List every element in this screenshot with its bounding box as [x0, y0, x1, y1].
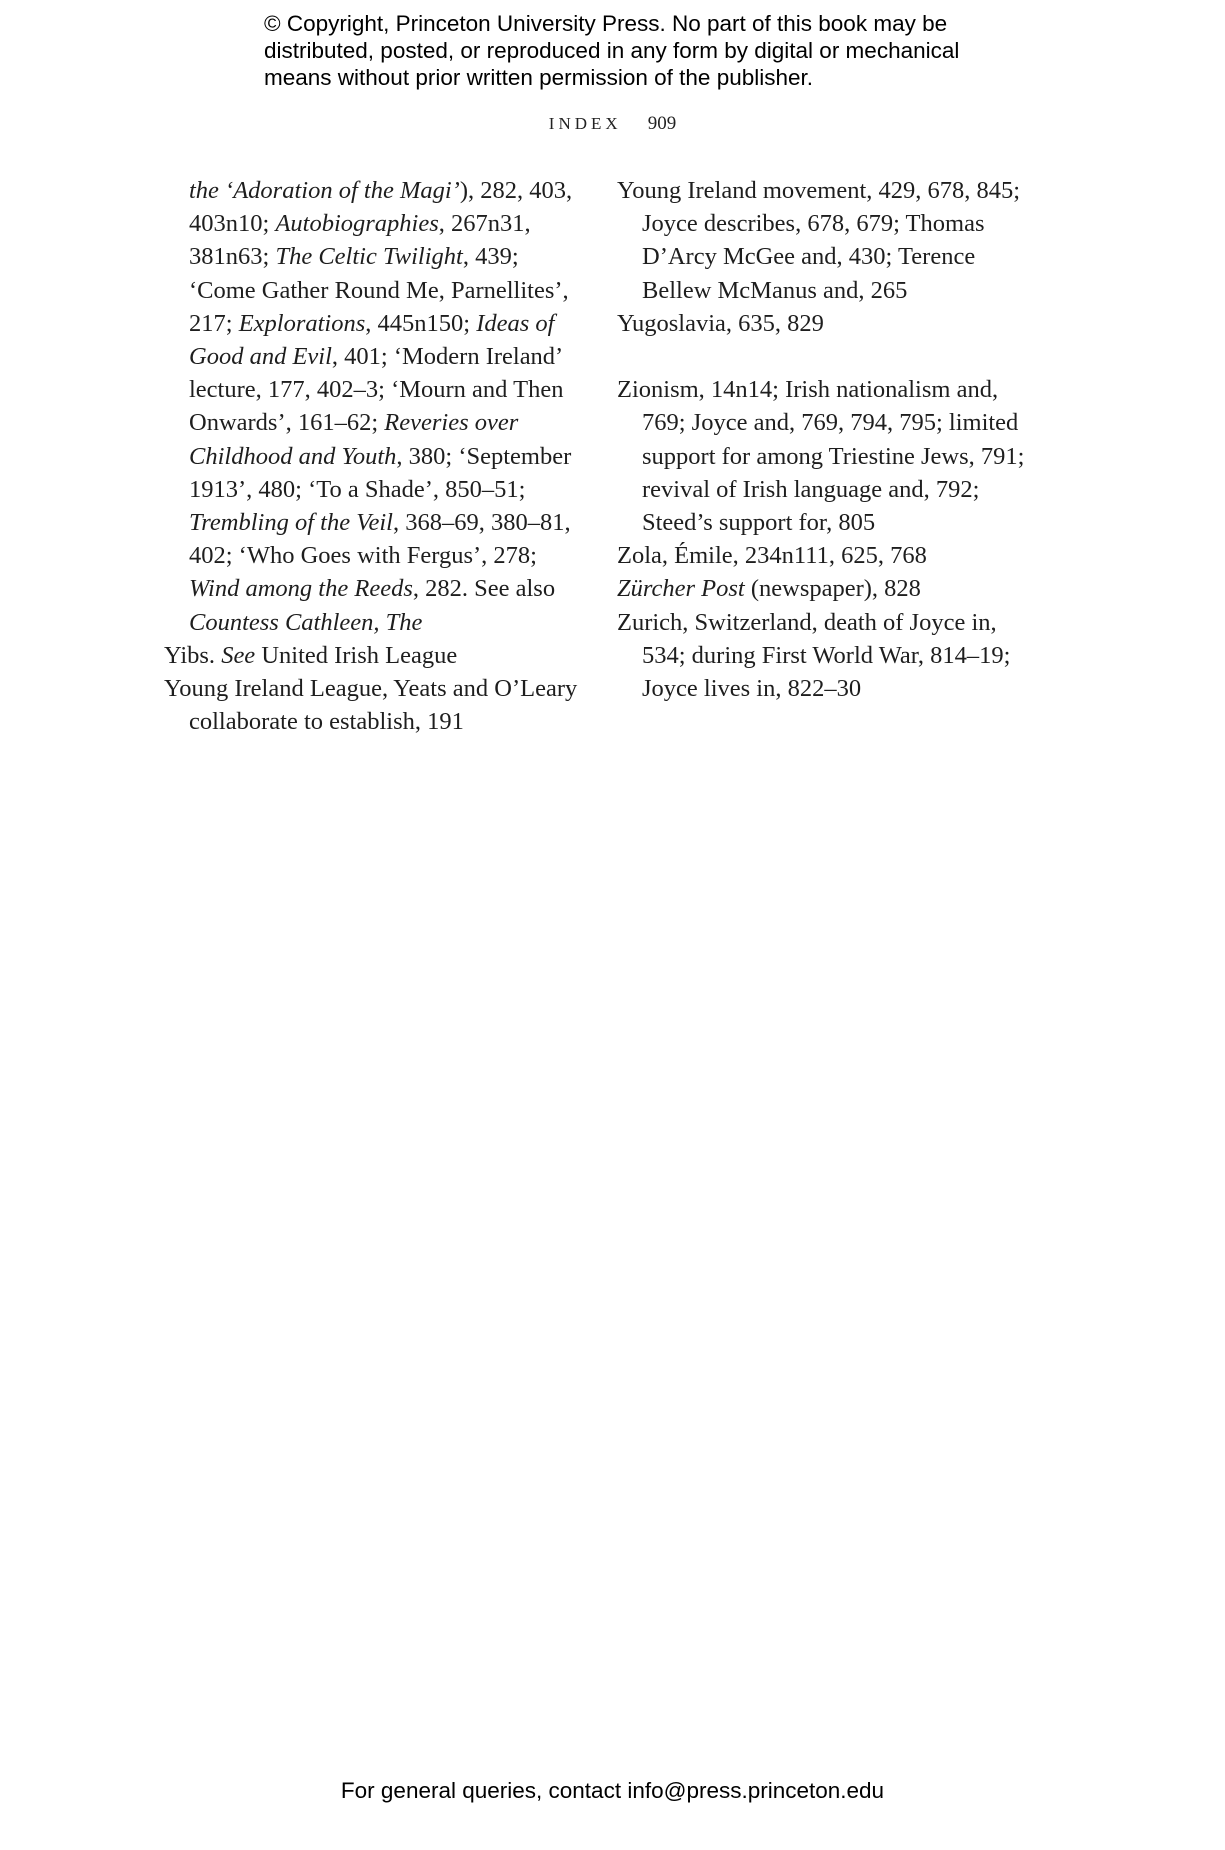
entry-text: , 445n150;: [365, 309, 477, 337]
index-entry-yibs: [164, 639, 584, 672]
entry-text: , 282. See also: [412, 575, 556, 603]
italic-title-text: See: [221, 641, 256, 669]
entry-text: Young Ireland movement, 429, 678, 845; Joyce describes, 678, 679; Thomas D’Arcy McGee and, 430; Terence Bellew McManus and, 265: [617, 177, 1021, 304]
index-column-left: [164, 174, 584, 738]
copyright-notice: © Copyright, Princeton University Press. No part of this book may be distributed, posted, or reproduced in any form by digital or mechanical means without prior written permission of the publisher.: [264, 11, 960, 90]
page-number: 909: [647, 113, 677, 134]
entry-text: Zurich, Switzerland, death of Joyce in, 534; during First World War, 814–19; Joyce lives in, 822–30: [617, 608, 1011, 703]
index-entry-zurcher-post: [617, 572, 1037, 605]
italic-title-text: Wind among the Reeds: [189, 575, 413, 603]
entry-text: , 380; ‘September 1913’, 480; ‘To a Shade’, 850–51;: [189, 442, 572, 503]
running-head: [0, 113, 1225, 135]
entry-text: Yugoslavia, 635, 829: [617, 309, 824, 337]
entry-text: , 267n31, 381n63;: [189, 210, 531, 271]
index-column-right: [617, 174, 1037, 705]
entry-text: , 439; ‘Come Gather Round Me, Parnellites’, 217;: [189, 243, 569, 337]
entry-text: Yibs.: [164, 641, 222, 669]
italic-title-text: the ‘Adoration of the Magi’: [189, 177, 460, 204]
footer-contact: For general queries, contact info@press.princeton.edu: [340, 1778, 885, 1803]
entry-text: , 401; ‘Modern Ireland’ lecture, 177, 402–3; ‘Mourn and Then Onwards’, 161–62;: [189, 343, 564, 437]
entry-text: Zola, Émile, 234n111, 625, 768: [617, 542, 927, 570]
italic-title-text: Explorations: [238, 309, 366, 337]
running-head-label: INDEX: [548, 114, 622, 133]
italic-title-text: Ideas of Good and Evil: [189, 309, 555, 371]
italic-title-text: Trembling of the Veil: [189, 509, 393, 537]
entry-text: ), 282, 403, 403n10;: [189, 177, 573, 238]
italic-title-text: Autobiographies: [275, 210, 439, 238]
entry-text: , 368–69, 380–81, 402; ‘Who Goes with Fergus’, 278;: [189, 509, 571, 570]
entry-text: Zionism, 14n14; Irish nationalism and, 769; Joyce and, 769, 794, 795; limited support for among Triestine Jews, 791; revival of Irish language and, 792; Steed’s support for, 805: [617, 376, 1025, 537]
entry-text: Young Ireland League, Yeats and O’Leary collaborate to establish, 191: [164, 675, 578, 736]
index-entry-yeats-continued: [164, 174, 584, 639]
entry-text: (newspaper), 828: [744, 575, 921, 603]
index-entry-zurich: [617, 606, 1037, 706]
italic-title-text: Countess Cathleen, The: [189, 608, 423, 636]
index-entry-young-ireland-movement: [617, 174, 1037, 307]
index-entry-zola: [617, 539, 1037, 572]
index-entry-zionism: [617, 373, 1037, 539]
italic-title-text: Reveries over Childhood and Youth: [189, 409, 519, 470]
index-entry-young-ireland-league: [164, 672, 584, 738]
italic-title-text: Zürcher Post: [617, 575, 745, 603]
italic-title-text: The Celtic Twilight: [275, 243, 463, 271]
index-entry-yugoslavia: [617, 307, 1037, 340]
entry-text: United Irish League: [255, 641, 458, 669]
letter-group-gap: [617, 340, 1037, 373]
